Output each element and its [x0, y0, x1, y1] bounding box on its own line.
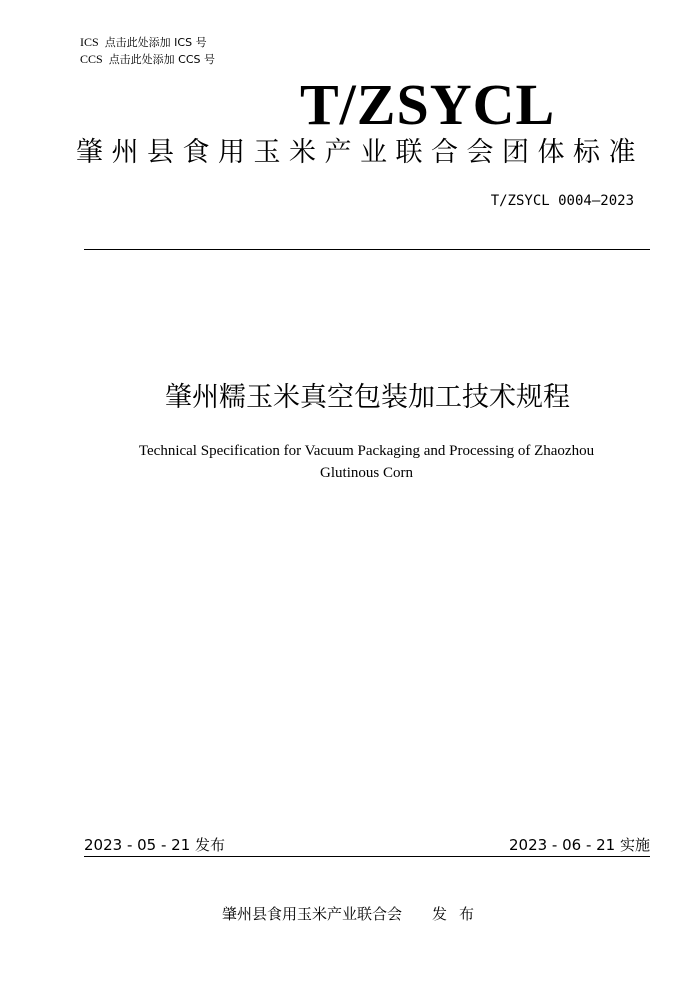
- issuer-name: 肇州县食用玉米产业联合会: [222, 905, 403, 923]
- issue-action: 发布: [432, 905, 487, 923]
- ics-code: ICS: [80, 35, 99, 49]
- document-title-en: [100, 440, 633, 484]
- title-en-line1: Technical Specification for Vacuum Packaging and Processing of Zhaozhou: [138, 443, 595, 459]
- ics-placeholder[interactable]: 点击此处添加 ICS 号: [104, 36, 207, 49]
- ccs-placeholder[interactable]: 点击此处添加 CCS 号: [108, 53, 216, 66]
- title-en-line2: Glutinous Corn: [320, 465, 413, 481]
- bottom-divider: [84, 856, 650, 857]
- ccs-line: [80, 52, 215, 67]
- standard-number: T/ZSYCL 0004—2023: [490, 193, 634, 209]
- issuer-line: [222, 903, 486, 925]
- document-title-cn: 肇州糯玉米真空包装加工技术规程: [165, 382, 570, 413]
- ics-line: [80, 35, 207, 50]
- ccs-code: CCS: [80, 52, 103, 66]
- org-standard-title: 肇州县食用玉米产业联合会团体标准: [76, 137, 644, 168]
- standard-logo: T/ZSYCL: [300, 72, 556, 137]
- publish-date: 2023 - 05 - 21 发布: [84, 836, 226, 854]
- top-divider: [84, 249, 650, 250]
- implement-date: 2023 - 06 - 21 实施: [508, 836, 650, 854]
